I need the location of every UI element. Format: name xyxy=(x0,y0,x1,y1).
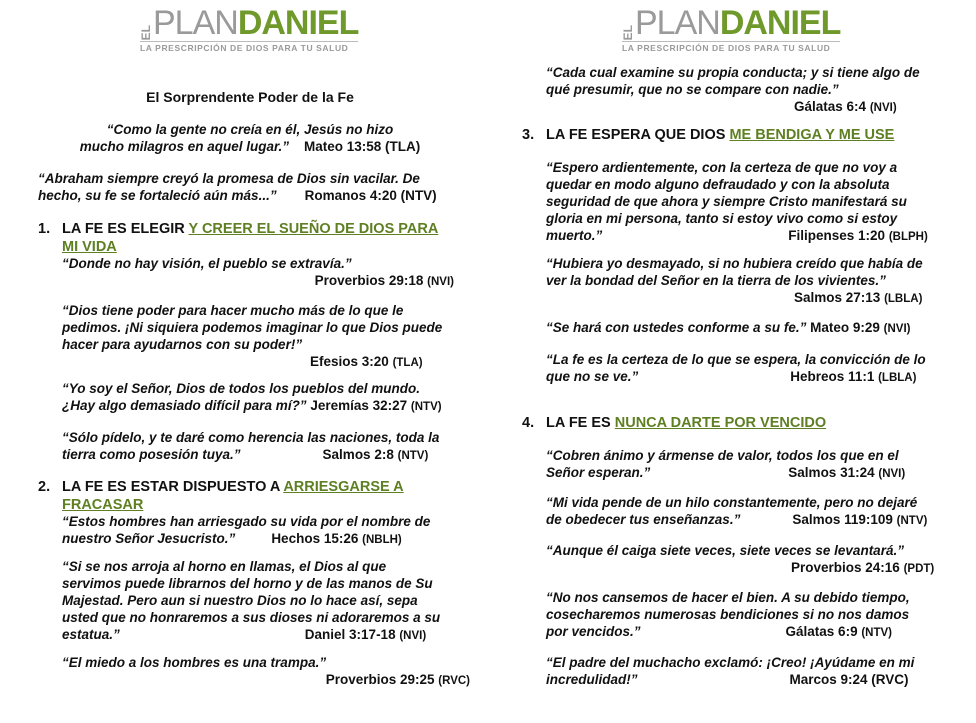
bible-version: (NVI) xyxy=(399,630,427,642)
quote-line: “No nos cansemos de hacer el bien. A su debido tiempo, xyxy=(546,590,910,605)
bible-version: (NVI) xyxy=(869,102,897,114)
scripture-ref: Filipenses 1:20 xyxy=(788,228,886,243)
scripture-ref: Proverbios 29:25 xyxy=(325,672,435,687)
scripture-ref: Salmos 27:13 xyxy=(794,290,881,305)
scripture-ref: Salmos 31:24 xyxy=(788,465,875,480)
quote-s4-3 xyxy=(546,542,956,578)
scripture-ref: Proverbios 24:16 xyxy=(791,560,900,575)
bible-version: (NTV) xyxy=(397,450,429,462)
logo-daniel: DANIEL xyxy=(237,4,359,42)
quote-line: tierra como posesión tuya.” xyxy=(62,447,241,462)
intro-quote-1 xyxy=(30,121,470,155)
bible-version: (NVI) xyxy=(883,323,911,335)
heading-highlight: FRACASAR xyxy=(62,497,144,513)
quote-line: ver la bondad del Señor en la tierra de los vivientes.” xyxy=(546,273,886,288)
quote-line: nuestro Señor Jesucristo.” xyxy=(62,531,236,546)
quote-line: Majestad. Pero aun si nuestro Dios no lo hace así, sepa xyxy=(62,593,418,608)
quote-s4-2 xyxy=(546,494,956,530)
section-number: 2. xyxy=(38,479,51,495)
scripture-ref: Jeremías 32:27 xyxy=(310,398,408,413)
scripture-ref: Hechos 15:26 xyxy=(271,531,359,546)
bible-version: (TLA) xyxy=(392,357,423,369)
bible-version: (NVI) xyxy=(878,468,906,480)
bible-version: (PDT) xyxy=(903,563,935,575)
scripture-ref: Gálatas 6:4 xyxy=(794,99,867,114)
quote-line: “Cobren ánimo y ármense de valor, todos los que en el xyxy=(546,448,899,463)
quote-line: “Hubiera yo desmayado, si no hubiera creído que había de xyxy=(546,256,923,271)
quote-line: que no se ve.” xyxy=(546,369,639,384)
quote-line: seguridad de que ahora y siempre Cristo manifestará su xyxy=(546,194,907,209)
quote-line: qué presumir, que no se compare con nadie.” xyxy=(546,82,839,97)
quote-line: “Donde no hay visión, el pueblo se extravía.” xyxy=(62,256,352,271)
scripture-ref: Proverbios 29:18 xyxy=(314,273,424,288)
logo-daniel: DANIEL xyxy=(719,4,841,42)
quote-s1-2 xyxy=(62,302,462,372)
quote-line: por vencidos.” xyxy=(546,624,641,639)
quote-line: quedar en modo alguno defraudado y con la absoluta xyxy=(546,177,890,192)
quote-line: hecho, su fe se fortaleció aún más...” xyxy=(38,188,277,203)
bible-version: (RVC) xyxy=(438,675,470,687)
heading-highlight: NUNCA DARTE POR VENCIDO xyxy=(614,415,827,431)
quote-s2-3 xyxy=(62,654,470,690)
section-number: 1. xyxy=(38,221,51,237)
quote-s4-5 xyxy=(546,654,956,688)
quote-s3-2 xyxy=(546,255,956,308)
quote-s4-4 xyxy=(546,589,956,642)
quote-line: estatua.” xyxy=(62,627,120,642)
bible-version: (BLPH) xyxy=(888,231,928,243)
bible-version: (NTV) xyxy=(861,627,893,639)
quote-line: “Espero ardientemente, con la certeza de que no voy a xyxy=(546,160,898,175)
scripture-ref: Mateo 9:29 xyxy=(810,320,880,335)
intro-quote-2 xyxy=(38,170,470,204)
heading-highlight: ARRIESGARSE A xyxy=(283,479,404,495)
heading-text: LA FE ES ESTAR DISPUESTO A xyxy=(62,479,280,495)
quote-line: incredulidad!” xyxy=(546,672,638,687)
heading-highlight: MI VIDA xyxy=(62,239,117,255)
heading-text: LA FE ESPERA QUE DIOS xyxy=(546,127,726,143)
section-4-heading xyxy=(522,414,952,432)
plan-daniel-logo xyxy=(622,6,840,52)
scripture-ref: Hebreos 11:1 xyxy=(790,369,875,384)
logo-tagline: LA PRESCRIPCIÓN DE DIOS PARA TU SALUD xyxy=(622,41,840,53)
section-number: 3. xyxy=(522,127,535,143)
quote-line: “Si se nos arroja al horno en llamas, el Dios al que xyxy=(62,559,387,574)
quote-s2-1 xyxy=(62,513,462,549)
quote-line: “La fe es la certeza de lo que se espera, la convicción de lo xyxy=(546,352,926,367)
logo-el: EL xyxy=(621,24,635,40)
quote-s3-4 xyxy=(546,351,956,387)
quote-line: “Estos hombres han arriesgado su vida por el nombre de xyxy=(62,514,431,529)
scripture-ref: Mateo 13:58 (TLA) xyxy=(304,139,421,154)
quote-s3-1 xyxy=(546,159,956,246)
logo-el: EL xyxy=(139,24,153,40)
quote-line: “Se hará con ustedes conforme a su fe.” xyxy=(546,320,807,335)
quote-line: “El padre del muchacho exclamó: ¡Creo! ¡Ayúdame en mi xyxy=(546,655,915,670)
bible-version: (LBLA) xyxy=(878,372,917,384)
section-number: 4. xyxy=(522,415,535,431)
quote-s2-2 xyxy=(62,558,472,645)
left-page xyxy=(30,0,500,723)
bible-version: (NTV) xyxy=(896,515,928,527)
quote-line: “Mi vida pende de un hilo constantemente, pero no dejaré xyxy=(546,495,918,510)
quote-line: “Yo soy el Señor, Dios de todos los pueblos del mundo. xyxy=(62,381,421,396)
heading-highlight: Y CREER EL SUEÑO DE DIOS PARA xyxy=(188,221,439,237)
section-2-heading xyxy=(38,478,468,514)
scripture-ref: Daniel 3:17-18 xyxy=(304,627,396,642)
quote-line: ¿Hay algo demasiado difícil para mí?” xyxy=(62,398,307,413)
logo-plan: PLAN xyxy=(153,4,238,42)
scripture-ref: Salmos 2:8 xyxy=(322,447,394,462)
quote-line: “Como la gente no creía en él, Jesús no hizo xyxy=(106,122,394,137)
scripture-ref: Efesios 3:20 xyxy=(310,354,389,369)
quote-line: “Aunque él caiga siete veces, siete veces se levantará.” xyxy=(546,543,904,558)
quote-line: “Cada cual examine su propia conducta; y si tiene algo de xyxy=(546,65,920,80)
bible-version: (LBLA) xyxy=(884,293,923,305)
scripture-ref: Salmos 119:109 xyxy=(792,512,893,527)
heading-text: LA FE ES ELEGIR xyxy=(62,221,185,237)
quote-s1-3 xyxy=(62,380,462,416)
quote-s1-1 xyxy=(62,255,454,291)
quote-top xyxy=(546,64,946,117)
scripture-ref: Marcos 9:24 (RVC) xyxy=(789,672,909,687)
quote-line: “Dios tiene poder para hacer mucho más de lo que le xyxy=(62,303,404,318)
logo-tagline: LA PRESCRIPCIÓN DE DIOS PARA TU SALUD xyxy=(140,41,358,53)
heading-highlight: ME BENDIGA Y ME USE xyxy=(729,127,895,143)
quote-line: servimos puede librarnos del horno y de las manos de Su xyxy=(62,576,433,591)
scripture-ref: Gálatas 6:9 xyxy=(785,624,858,639)
quote-line: pedimos. ¡Ni siquiera podemos imaginar lo que Dios puede xyxy=(62,320,443,335)
quote-line: “Sólo pídelo, y te daré como herencia las naciones, toda la xyxy=(62,430,440,445)
quote-s1-4 xyxy=(62,429,462,465)
quote-line: hacer para ayudarnos con su poder!” xyxy=(62,337,303,352)
right-page xyxy=(512,0,976,723)
bible-version: (NTV) xyxy=(410,401,442,413)
quote-line: “El miedo a los hombres es una trampa.” xyxy=(62,655,327,670)
quote-line: muerto.” xyxy=(546,228,603,243)
quote-line: de obedecer tus enseñanzas.” xyxy=(546,512,741,527)
quote-line: gloria en mi persona, tanto si estoy vivo como si estoy xyxy=(546,211,898,226)
quote-line: “Abraham siempre creyó la promesa de Dios sin vacilar. De xyxy=(38,171,420,186)
quote-line: Señor esperan.” xyxy=(546,465,651,480)
section-3-heading xyxy=(522,126,952,144)
page-title: El Sorprendente Poder de la Fe xyxy=(146,89,354,105)
quote-s4-1 xyxy=(546,447,956,483)
quote-line: usted que no honraremos a sus dioses ni adoraremos a su xyxy=(62,610,441,625)
quote-s3-3 xyxy=(546,319,956,338)
quote-line: mucho milagros en aquel lugar.” xyxy=(79,139,289,154)
logo-plan: PLAN xyxy=(635,4,720,42)
bible-version: (NVI) xyxy=(427,276,454,288)
heading-text: LA FE ES xyxy=(546,415,611,431)
quote-line: cosecharemos numerosas bendiciones si no nos damos xyxy=(546,607,910,622)
plan-daniel-logo xyxy=(140,6,358,52)
scripture-ref: Romanos 4:20 (NTV) xyxy=(304,188,437,203)
section-1-heading xyxy=(38,220,468,256)
bible-version: (NBLH) xyxy=(362,534,402,546)
